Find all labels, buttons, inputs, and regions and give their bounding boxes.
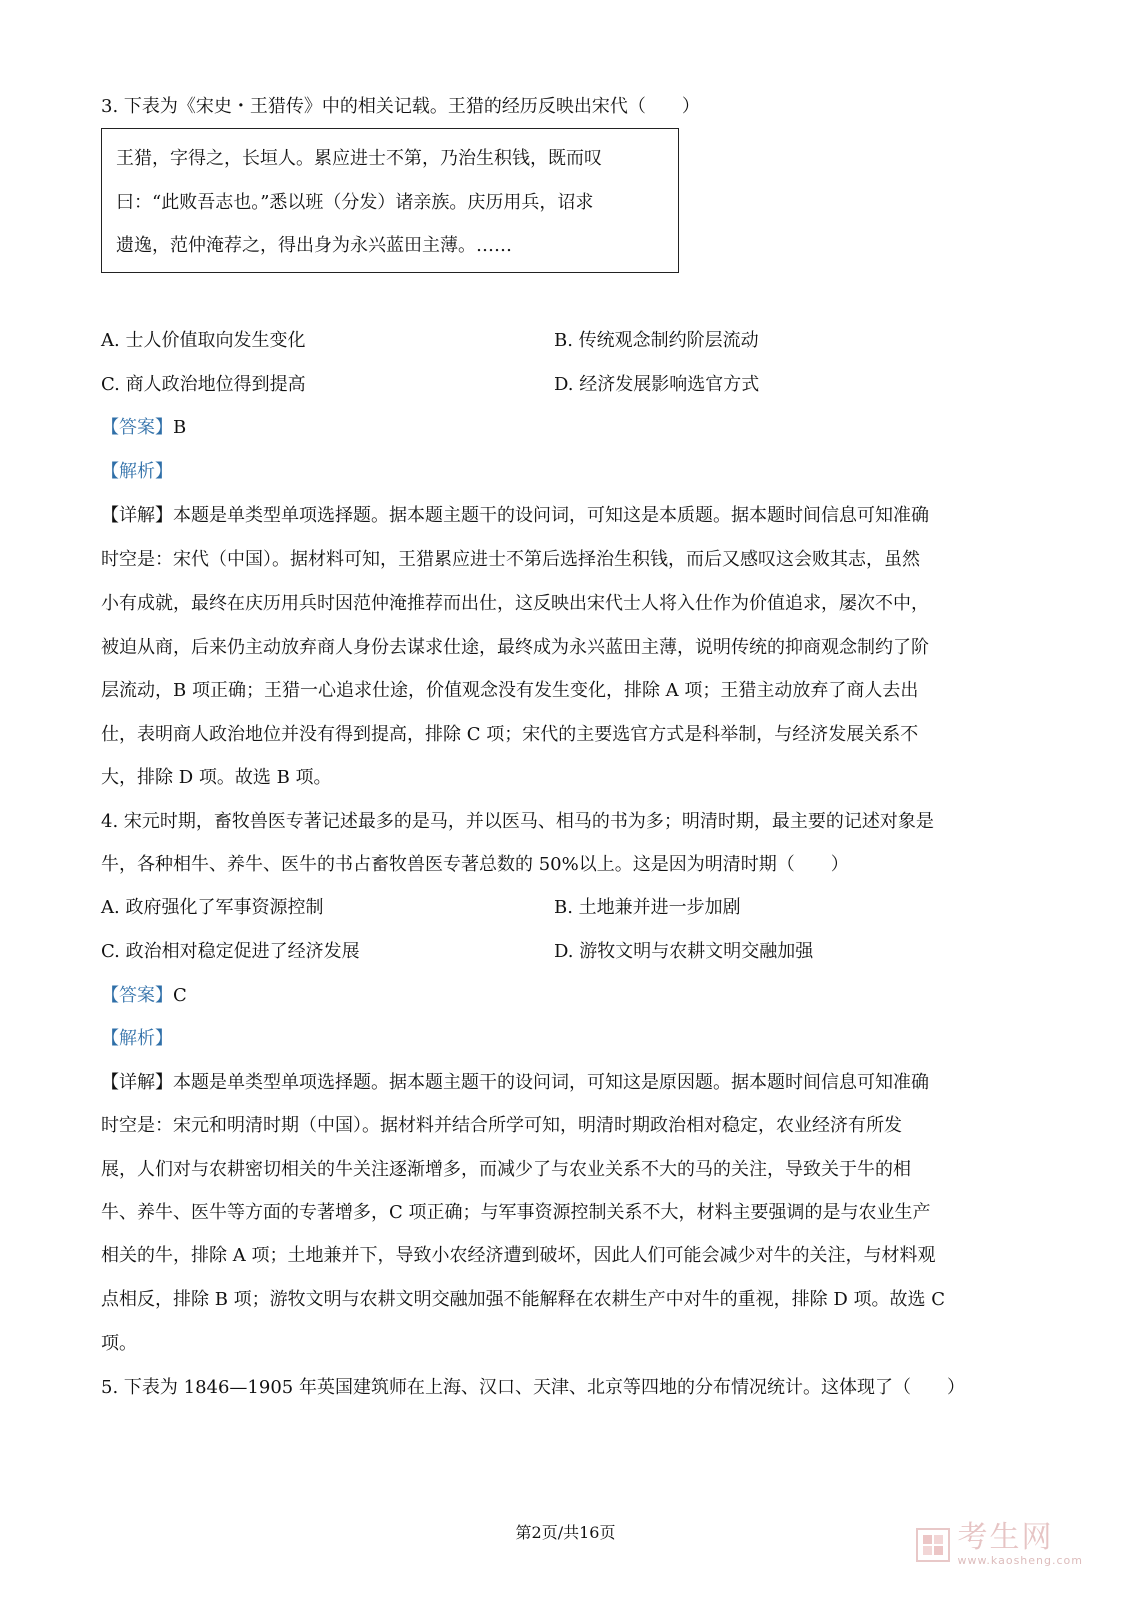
q4-detail-line: 展，人们对与农耕密切相关的牛关注逐渐增多，而减少了与农业关系不大的马的关注，导致关于牛的相 bbox=[101, 1159, 911, 1180]
q4-option-d: D. 游牧文明与农耕文明交融加强 bbox=[554, 941, 814, 962]
q4-detail-line: 【详解】本题是单类型单项选择题。据本题主题干的设问词，可知这是原因题。据本题时间信息可知准确 bbox=[101, 1072, 929, 1093]
answer-tag: 【答案】 bbox=[101, 985, 173, 1006]
q3-detail-line: 大，排除 D 项。故选 B 项。 bbox=[101, 767, 332, 788]
q4-detail-line: 时空是：宋元和明清时期（中国）。据材料并结合所学可知，明清时期政治相对稳定，农业经济有所发 bbox=[101, 1115, 902, 1136]
q3-answer bbox=[101, 415, 186, 441]
watermark-url: www.kaosheng.com bbox=[957, 1554, 1083, 1567]
q3-option-b: B. 传统观念制约阶层流动 bbox=[554, 330, 759, 351]
watermark-logo bbox=[915, 1522, 1083, 1567]
q4-analysis-tag: 【解析】 bbox=[101, 1028, 173, 1049]
q4-stem-line: 4. 宋元时期，畜牧兽医专著记述最多的是马，并以医马、相马的书为多；明清时期，最主要的记述对象是 bbox=[101, 811, 934, 832]
answer-value: C bbox=[173, 985, 187, 1006]
q3-detail-line: 仕，表明商人政治地位并没有得到提高，排除 C 项；宋代的主要选官方式是科举制，与经济发展关系不 bbox=[101, 724, 919, 745]
watermark-name: 考生网 bbox=[957, 1520, 1054, 1555]
q4-detail-line: 牛、养牛、医牛等方面的专著增多，C 项正确；与军事资源控制关系不大，材料主要强调的是与农业生产 bbox=[101, 1202, 931, 1223]
q3-option-d: D. 经济发展影响选官方式 bbox=[554, 374, 760, 395]
q3-material-line: 曰：“此败吾志也。”悉以班（分发）诸亲族。庆历用兵，诏求 bbox=[116, 192, 594, 213]
page-footer: 第2页/共16页 bbox=[515, 1523, 616, 1542]
q3-detail-line: 小有成就，最终在庆历用兵时因范仲淹推荐而出仕，这反映出宋代士人将入仕作为价值追求，屡次不中， bbox=[101, 593, 929, 614]
answer-tag: 【答案】 bbox=[101, 417, 173, 438]
q4-detail-line: 点相反，排除 B 项；游牧文明与农耕文明交融加强不能解释在农耕生产中对牛的重视，排除 D 项。故选 C bbox=[101, 1289, 946, 1310]
q3-detail-line: 层流动，B 项正确；王猎一心追求仕途，价值观念没有发生变化，排除 A 项；王猎主动放弃了商人去出 bbox=[101, 680, 919, 701]
q3-analysis-tag: 【解析】 bbox=[101, 461, 173, 482]
q3-detail-line: 被迫从商，后来仍主动放弃商人身份去谋求仕途，最终成为永兴蓝田主薄，说明传统的抑商观念制约了阶 bbox=[101, 637, 929, 658]
q5-stem: 5. 下表为 1846—1905 年英国建筑师在上海、汉口、天津、北京等四地的分布情况统计。这体现了（ ） bbox=[101, 1377, 965, 1398]
q3-material-box bbox=[101, 128, 679, 273]
q3-option-a: A. 士人价值取向发生变化 bbox=[101, 330, 306, 351]
q3-stem: 3. 下表为《宋史・王猎传》中的相关记载。王猎的经历反映出宋代（ ） bbox=[101, 96, 700, 117]
q3-option-c: C. 商人政治地位得到提高 bbox=[101, 374, 306, 395]
q3-detail-line: 【详解】本题是单类型单项选择题。据本题主题干的设问词，可知这是本质题。据本题时间信息可知准确 bbox=[101, 505, 929, 526]
q3-material-line: 王猎，字得之，长垣人。累应进士不第，乃治生积钱，既而叹 bbox=[116, 148, 602, 169]
q3-material-line: 遗逸，范仲淹荐之，得出身为永兴蓝田主薄。…… bbox=[116, 235, 512, 256]
q4-stem-line: 牛，各种相牛、养牛、医牛的书占畜牧兽医专著总数的 50%以上。这是因为明清时期（ ） bbox=[101, 854, 849, 875]
q4-answer bbox=[101, 983, 187, 1009]
q4-option-b: B. 土地兼并进一步加剧 bbox=[554, 897, 741, 918]
q4-option-c: C. 政治相对稳定促进了经济发展 bbox=[101, 941, 360, 962]
q4-detail-line: 项。 bbox=[101, 1333, 137, 1354]
logo-icon bbox=[915, 1527, 951, 1563]
q4-option-a: A. 政府强化了军事资源控制 bbox=[101, 897, 324, 918]
q3-detail-line: 时空是：宋代（中国）。据材料可知，王猎累应进士不第后选择治生积钱，而后又感叹这会败其志，虽然 bbox=[101, 549, 920, 570]
answer-value: B bbox=[173, 417, 187, 438]
q4-detail-line: 相关的牛，排除 A 项；土地兼并下，导致小农经济遭到破坏，因此人们可能会减少对牛的关注，与材料观 bbox=[101, 1245, 936, 1266]
